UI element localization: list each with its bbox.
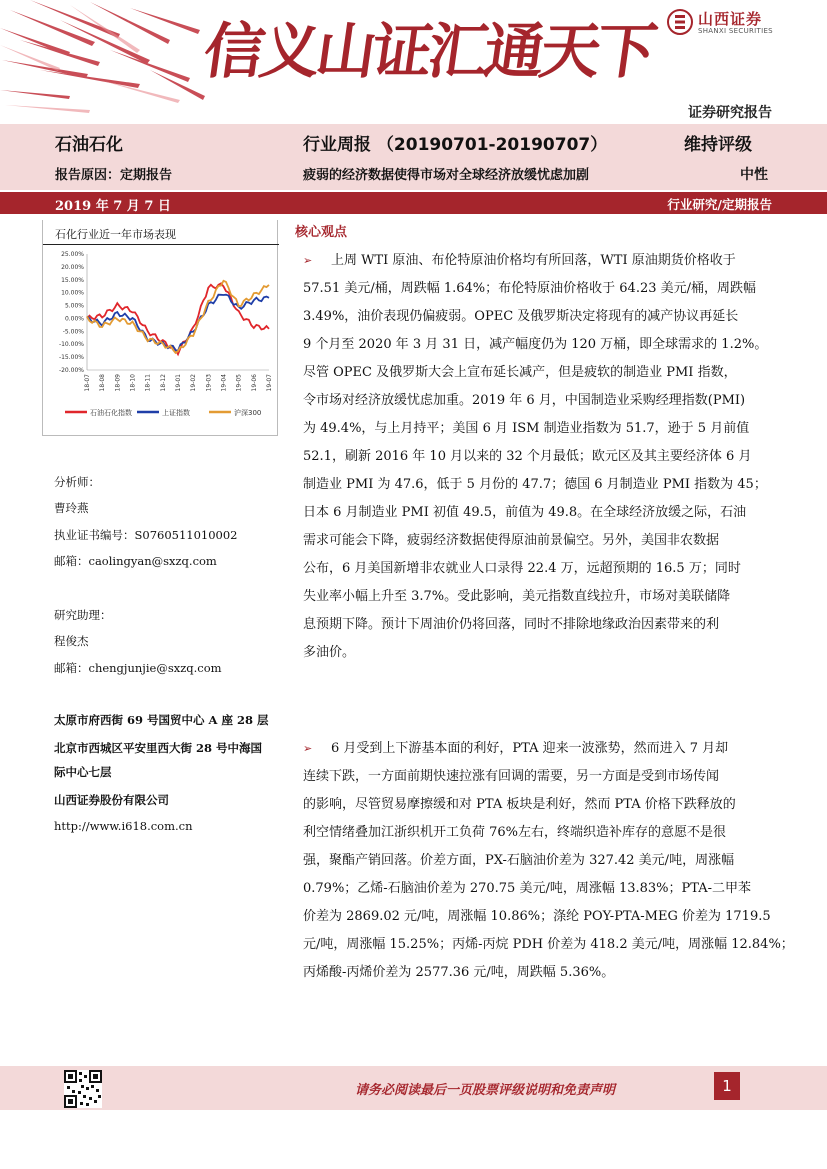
legend-label: 沪深300 <box>234 409 262 417</box>
pta-paragraph-line <box>303 819 776 847</box>
y-tick-label: -20.00% <box>58 367 84 374</box>
bullet-arrow-icon: ➢ <box>303 254 313 267</box>
report-category: 行业研究/定期报告 <box>667 197 772 212</box>
company-name: 山西证券股份有限公司 <box>54 793 169 807</box>
analyst-name: 曹玲燕 <box>54 501 89 515</box>
oil-paragraph-text: 公布，6 月美国新增非农就业人口录得 22.4 万，远超预期的 16.5 万；同时 <box>303 561 741 576</box>
paragraph-oil-market <box>303 247 776 667</box>
x-tick-label: 19-05 <box>235 374 243 392</box>
oil-paragraph-text: 需求可能会下降，疲弱经济数据使得原油前景偏空。另外，美国非农数据 <box>303 533 720 548</box>
oil-paragraph-text: 尽管 OPEC 及俄罗斯大会上宣布延长减产，但是疲软的制造业 PMI 指数， <box>303 365 737 380</box>
pta-paragraph-text: 价差为 2869.02 元/吨，周涨幅 10.86%；涤纶 POY-PTA-MEG 价差为 1719.5 <box>303 909 771 924</box>
weekly-report-title: 行业周报 （20190701-20190707） <box>303 135 608 155</box>
oil-paragraph-text: 57.51 美元/桶，周跌幅 1.64%；布伦特原油价格收于 64.23 美元/桶，周跌幅 <box>303 281 757 296</box>
pta-paragraph-line <box>303 931 794 959</box>
oil-paragraph-line <box>303 387 776 415</box>
analyst-email[interactable]: 邮箱：caolingyan@sxzq.com <box>54 554 217 568</box>
website-link[interactable]: http://www.i618.com.cn <box>54 819 193 833</box>
core-views-title: 核心观点 <box>295 225 348 240</box>
oil-paragraph-text: 多油价。 <box>303 645 356 660</box>
oil-paragraph-text: 为 49.4%，与上月持平；美国 6 月 ISM 制造业指数为 51.7，逊于 5 月前值 <box>303 421 750 436</box>
pta-paragraph-text: 的影响，尽管贸易摩擦缓和对 PTA 板块是利好，然而 PTA 价格下跌释放的 <box>303 797 736 812</box>
pta-paragraph-text: 丙烯酸-丙烯价差为 2577.36 元/吨，周跌幅 5.36%。 <box>303 965 615 980</box>
pta-paragraph-text: 利空情绪叠加江浙织机开工负荷 76%左右，终端织造补库存的意愿不是很 <box>303 825 727 840</box>
oil-paragraph-line <box>303 443 776 471</box>
industry-name: 石油石化 <box>55 135 123 155</box>
oil-paragraph-text: 令市场对经济放缓忧虑加重。2019 年 6 月，中国制造业采购经理指数(PMI) <box>303 393 746 408</box>
oil-paragraph-text: 息预期下降。预计下周油价仍将回落，同时不排除地缘政治因素带来的利 <box>303 617 720 632</box>
oil-paragraph-line <box>303 415 776 443</box>
market-performance-chart <box>42 220 278 436</box>
oil-paragraph-line <box>303 303 776 331</box>
report-type-label: 证券研究报告 <box>688 105 772 121</box>
x-tick-label: 19-06 <box>250 374 258 392</box>
x-tick-label: 19-03 <box>205 374 213 392</box>
oil-paragraph-line <box>303 359 776 387</box>
oil-paragraph-line <box>303 611 776 639</box>
pta-paragraph-line <box>303 959 776 987</box>
bullet-arrow-icon: ➢ <box>303 742 313 755</box>
y-tick-label: 5.00% <box>64 302 84 310</box>
title-band <box>0 124 827 190</box>
oil-paragraph-line <box>303 527 776 555</box>
x-tick-label: 19-01 <box>175 374 182 392</box>
pta-paragraph-text: 连续下跌，一方面前期快速拉涨有回调的需要，另一方面是受到市场传闻 <box>303 769 720 784</box>
y-tick-label: -10.00% <box>58 341 84 349</box>
legend-label: 石油石化指数 <box>90 409 132 417</box>
date-bar <box>0 192 827 214</box>
oil-paragraph-text: 上周 WTI 原油、布伦特原油价格均有所回落，WTI 原油期货价格收于 <box>331 253 736 268</box>
report-reason: 报告原因：定期报告 <box>55 168 173 183</box>
y-tick-label: -15.00% <box>58 354 84 362</box>
y-tick-label: 10.00% <box>61 289 84 297</box>
address-beijing-line1: 北京市西城区平安里西大街 28 号中海国 <box>54 741 263 755</box>
y-tick-label: 25.00% <box>61 251 84 258</box>
chart-title: 石化行业近一年市场表现 <box>55 228 176 241</box>
x-tick-label: 18-11 <box>144 374 152 392</box>
oil-paragraph-line <box>303 247 776 275</box>
pta-paragraph-text: 6 月受到上下游基本面的利好，PTA 迎来一波涨势，然而进入 7 月却 <box>331 741 729 756</box>
oil-paragraph-text: 失业率小幅上升至 3.7%。受此影响，美元指数直线拉升，市场对美联储降 <box>303 589 731 604</box>
header-banner <box>0 0 827 122</box>
report-headline: 疲弱的经济数据使得市场对全球经济放缓忧虑加剧 <box>303 168 590 183</box>
pta-paragraph-text: 0.79%；乙烯-石脑油价差为 270.75 美元/吨，周涨幅 13.83%；PTA-二甲苯 <box>303 881 752 896</box>
x-tick-label: 18-08 <box>99 374 107 392</box>
assistant-email[interactable]: 邮箱：chengjunjie@sxzq.com <box>54 661 222 675</box>
address-beijing-line2: 际中心七层 <box>54 765 112 779</box>
logo-mark-icon <box>667 9 693 35</box>
oil-paragraph-line <box>303 583 776 611</box>
pta-paragraph-text: 强，聚酯产销回落。价差方面，PX-石脑油价差为 327.42 美元/吨，周涨幅 <box>303 853 735 868</box>
x-tick-label: 19-04 <box>220 374 228 392</box>
address-taiyuan: 太原市府西街 69 号国贸中心 A 座 28 层 <box>54 713 269 727</box>
oil-paragraph-text: 9 个月至 2020 年 3 月 31 日，减产幅度仍为 120 万桶，即全球需求的 1.2%。 <box>303 337 768 352</box>
y-tick-label: 0.00% <box>64 315 84 323</box>
paragraph-pta-market <box>303 735 794 987</box>
x-tick-label: 18-09 <box>114 374 122 392</box>
x-tick-label: 18-10 <box>129 374 137 392</box>
page-number: 1 <box>714 1072 740 1100</box>
pta-paragraph-line <box>303 791 776 819</box>
report-date: 2019 年 7 月 7 日 <box>55 199 171 214</box>
qr-code-icon <box>64 1070 102 1108</box>
rating-value: 中性 <box>740 167 768 183</box>
pta-paragraph-line <box>303 903 776 931</box>
pta-paragraph-line <box>303 763 776 791</box>
license-number: 执业证书编号：S0760511010002 <box>54 528 238 542</box>
slogan: 信义山证汇通天下 <box>199 17 658 87</box>
x-tick-label: 19-02 <box>190 374 198 392</box>
pta-paragraph-line <box>303 847 776 875</box>
y-tick-label: 15.00% <box>61 276 84 284</box>
oil-paragraph-text: 3.49%，油价表现仍偏疲弱。OPEC 及俄罗斯决定将现有的减产协议再延长 <box>303 309 739 324</box>
assistant-name: 程俊杰 <box>54 634 89 648</box>
disclaimer-notice: 请务必阅读最后一页股票评级说明和免责声明 <box>355 1083 616 1098</box>
logo-chinese-name: 山西证券 <box>698 10 763 28</box>
x-tick-label: 19-07 <box>266 374 273 392</box>
pta-paragraph-line <box>303 735 776 763</box>
logo-english-name: SHANXI SECURITIES <box>698 27 773 35</box>
oil-paragraph-line <box>303 275 776 303</box>
oil-paragraph-line <box>303 471 776 499</box>
pta-paragraph-line <box>303 875 776 903</box>
oil-paragraph-text: 制造业 PMI 为 47.6，低于 5 月份的 47.7；德国 6 月制造业 PMI 指数为 45； <box>303 477 767 492</box>
oil-paragraph-line <box>303 555 776 583</box>
analyst-label: 分析师： <box>54 475 100 489</box>
x-tick-label: 18-07 <box>84 374 91 392</box>
x-tick-label: 18-12 <box>159 374 167 392</box>
legend-label: 上证指数 <box>162 409 190 417</box>
oil-paragraph-line <box>303 331 776 359</box>
y-tick-label: 20.00% <box>61 263 84 271</box>
pta-paragraph-text: 元/吨，周涨幅 15.25%；丙烯-丙烷 PDH 价差为 418.2 美元/吨，周涨幅 12.84%； <box>303 937 794 952</box>
rating-label: 维持评级 <box>684 135 752 155</box>
chart-canvas <box>43 246 279 434</box>
chart-title-divider <box>43 244 279 245</box>
assistant-label: 研究助理： <box>54 608 112 622</box>
oil-paragraph-line <box>303 639 776 667</box>
oil-paragraph-line <box>303 499 776 527</box>
y-tick-label: -5.00% <box>62 328 84 336</box>
oil-paragraph-text: 52.1，刷新 2016 年 10 月以来的 32 个月最低；欧元区及其主要经济体 6 月 <box>303 449 752 464</box>
oil-paragraph-text: 日本 6 月制造业 PMI 初值 49.5，前值为 49.8。在全球经济放缓之际，石油 <box>303 505 747 520</box>
